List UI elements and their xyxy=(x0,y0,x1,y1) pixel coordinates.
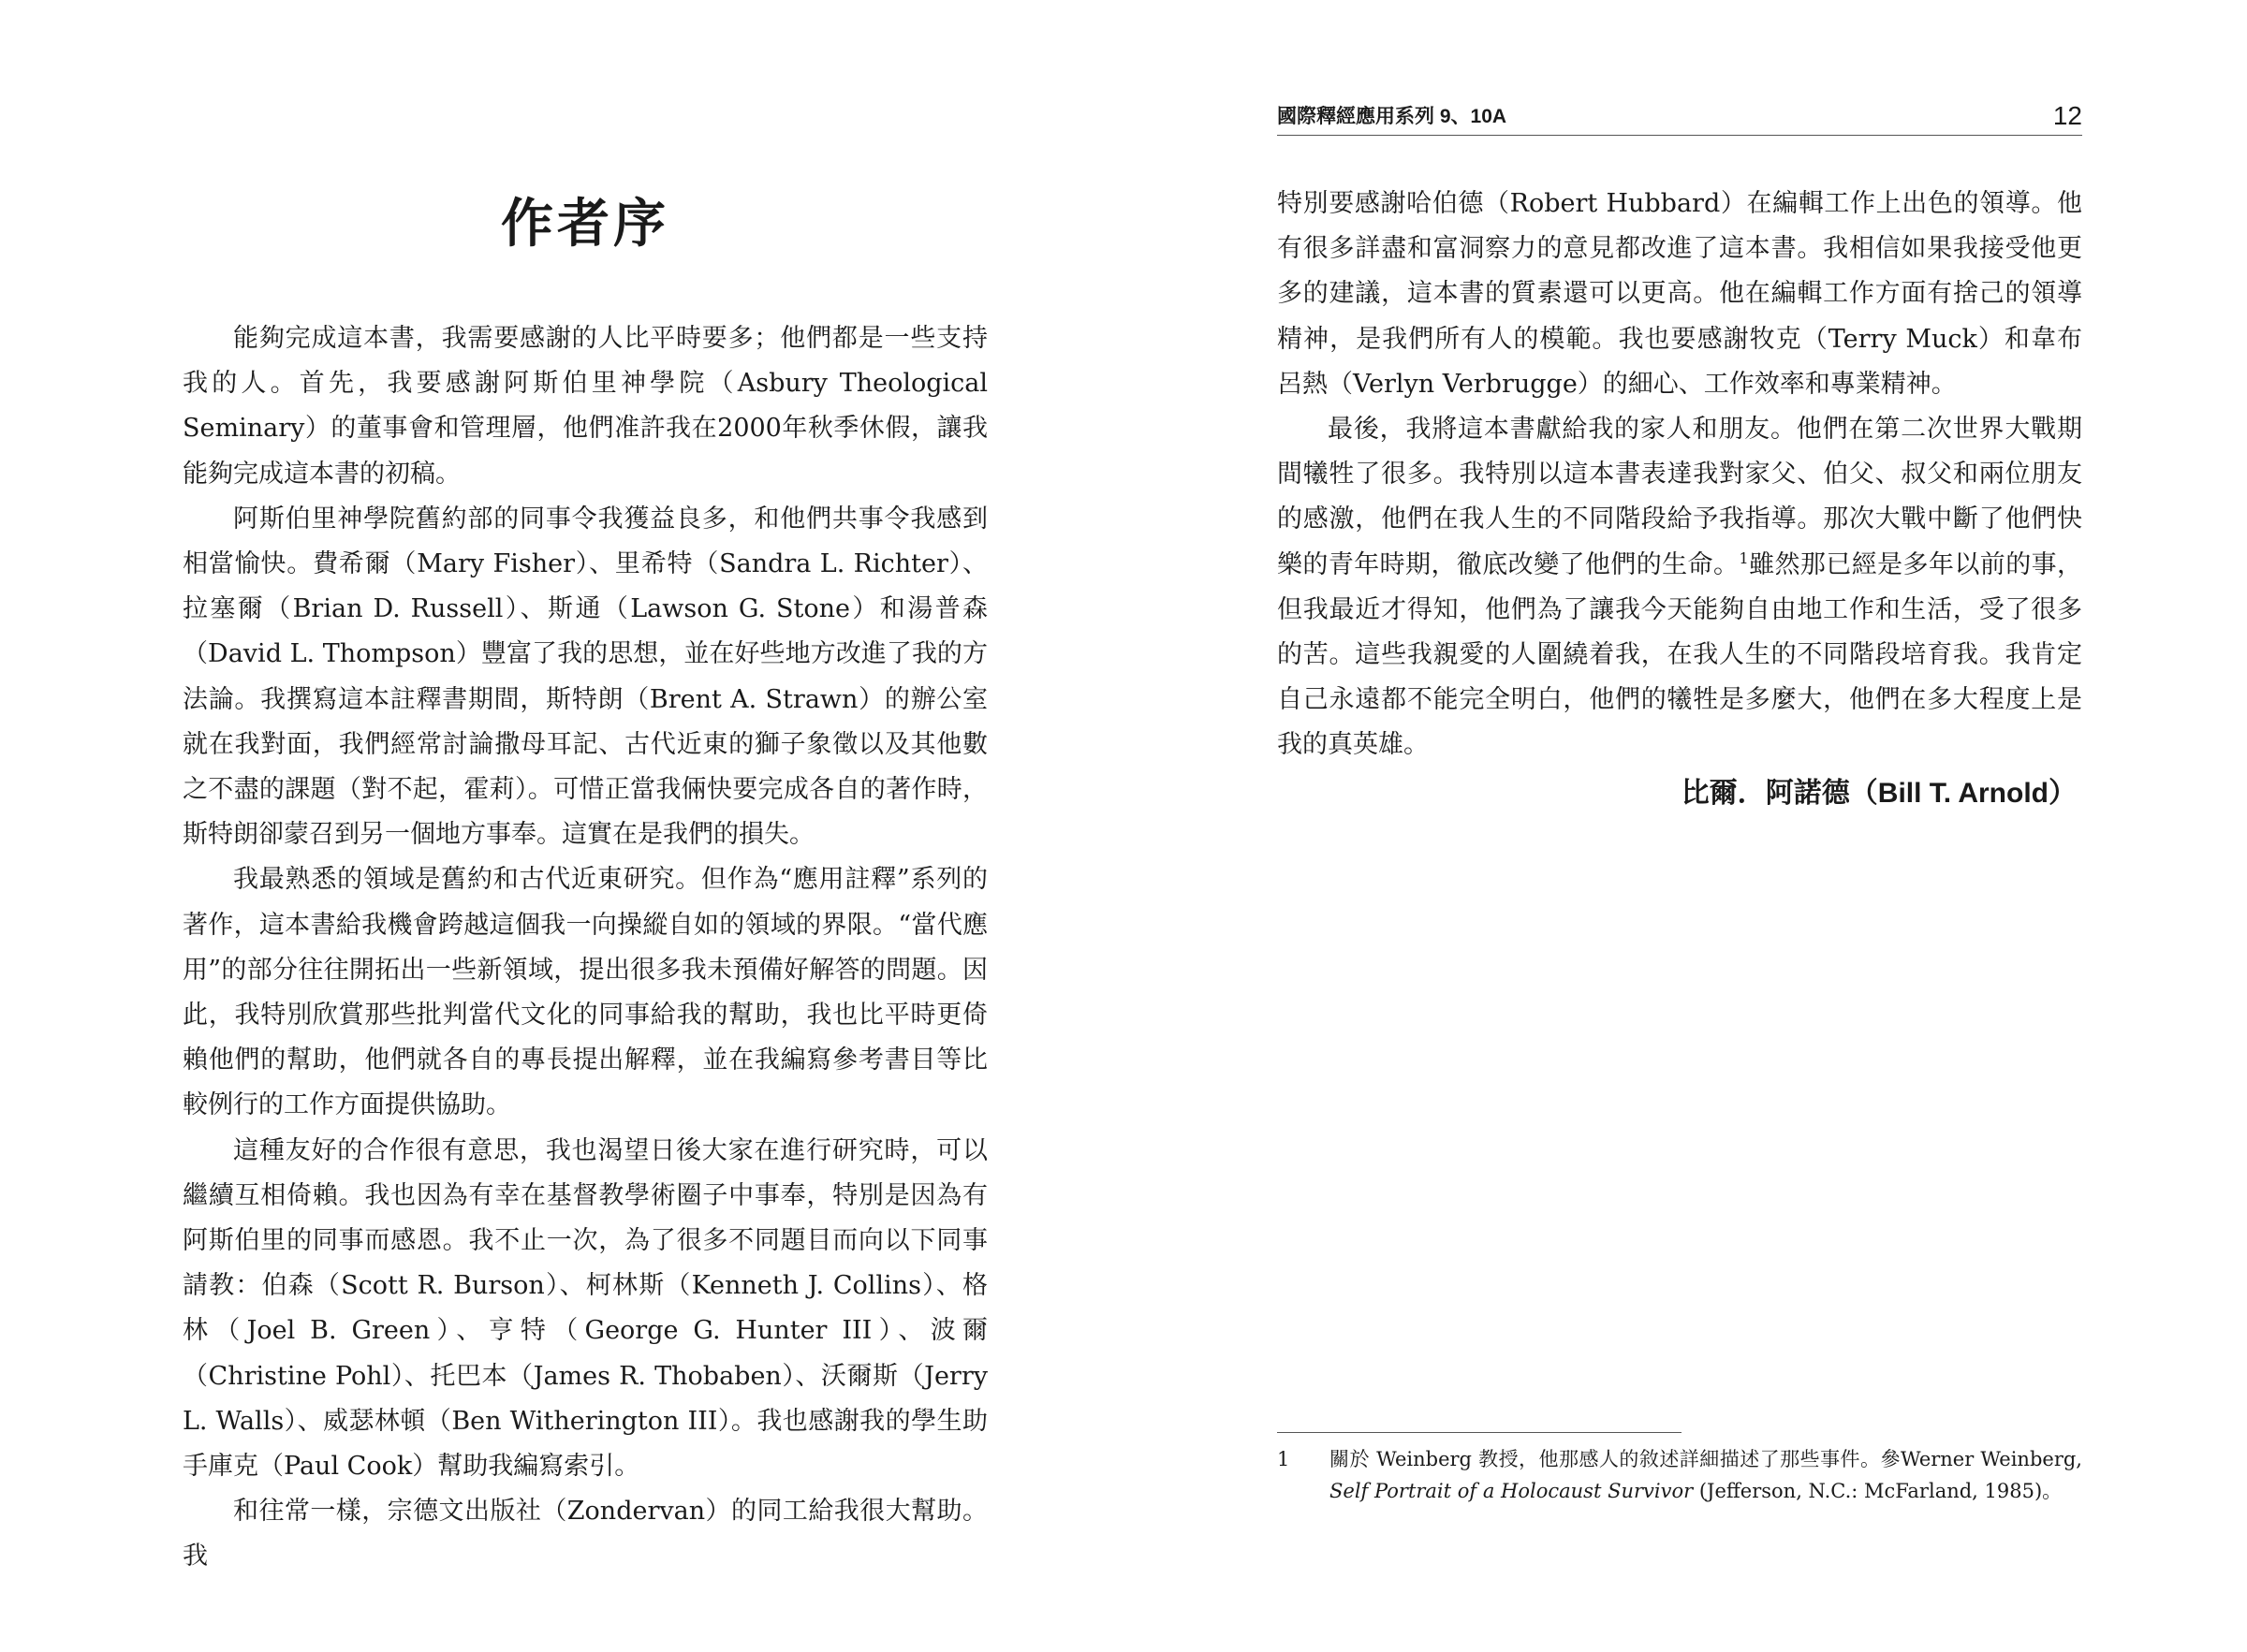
preface-body-right xyxy=(1277,182,2082,768)
running-head xyxy=(1277,101,2082,136)
footnote-text-after: (Jefferson, N.C.: McFarland, 1985)。 xyxy=(1693,1480,2063,1502)
right-page xyxy=(1124,0,2247,1652)
paragraph-5: 和往常一樣，宗德文出版社（Zondervan）的同工給我很大幫助。我 xyxy=(183,1497,988,1572)
paragraph-dedication xyxy=(1277,407,2082,768)
paragraph-3: 我最熟悉的領域是舊約和古代近東研究。但作為“應用註釋”系列的著作，這本書給我機會跨越這個我一向操縱自如的領域的界限。“當代應用”的部分往往開拓出一些新領域，提出很多我未預備好解答的問題。因此，我特別欣賞那些批判當代文化的同事給我的幫助，我也比平時更倚賴他們的幫助，他們就各自的專長提出解釋，並在我編寫參考書目等比較例行的工作方面提供協助。 xyxy=(183,865,988,1120)
footnote-divider xyxy=(1277,1432,1682,1433)
preface-body-left xyxy=(183,316,988,1580)
footnote-number: 1 xyxy=(1277,1448,1290,1470)
dedication-text-2: 雖然那已經是多年以前的事，但我最近才得知，他們為了讓我今天能夠自由地工作和生活，受了很多的苦。這些我親愛的人圍繞着我，在我人生的不同階段培育我。我肯定自己永遠都不能完全明白，他們的犧牲是多麼大，他們在多大程度上是我的真英雄。 xyxy=(1277,549,2083,760)
chapter-title: 作者序 xyxy=(501,194,669,255)
dedication-text-1: 最後，我將這本書獻給我的家人和朋友。他們在第二次世界大戰期間犧牲了很多。我特別以這本書表達我對家父、伯父、叔父和兩位朋友的感激，他們在我人生的不同階段給予我指導。那次大戰中斷了他們快樂的青年時期，徹底改變了他們的生命。 xyxy=(1277,415,2082,579)
footnote xyxy=(1277,1443,2082,1507)
paragraph-2: 阿斯伯里神學院舊約部的同事令我獲益良多，和他們共事令我感到相當愉快。費希爾（Mary Fisher）、里希特（Sandra L. Richter）、拉塞爾（Brian D. Russell）、斯通（Lawson G. Stone）和湯普森（David L. Thompson）豐富了我的思想，並在好些地方改進了我的方法論。我撰寫這本註釋書期間，斯特朗（Brent A. Strawn）的辦公室就在我對面，我們經常討論撒母耳記、古代近東的獅子象徵以及其他數之不盡的課題（對不起，霍莉）。可惜正當我倆快要完成各自的著作時，斯特朗卻蒙召到另一個地方事奉。這實在是我們的損失。 xyxy=(183,504,988,850)
footnote-reference[interactable]: 1 xyxy=(1739,548,1749,567)
footnote-book-title: Self Portrait of a Holocaust Survivor xyxy=(1329,1480,1694,1502)
series-title: 國際釋經應用系列 9、10A xyxy=(1277,106,1507,127)
paragraph-1: 能夠完成這本書，我需要感謝的人比平時要多；他們都是一些支持我的人。首先，我要感謝阿斯伯里神學院（Asbury Theological Seminary）的董事會和管理層，他們准許我在2000年秋季休假，讓我能夠完成這本書的初稿。 xyxy=(183,324,988,489)
paragraph-continued: 特別要感謝哈伯德（Robert Hubbard）在編輯工作上出色的領導。他有很多詳盡和富洞察力的意見都改進了這本書。我相信如果我接受他更多的建議，這本書的質素還可以更高。他在編輯工作方面有捨己的領導精神，是我們所有人的模範。我也要感謝牧克（Terry Muck）和韋布呂熱（Verlyn Verbrugge）的細心、工作效率和專業精神。 xyxy=(1277,189,2082,399)
paragraph-4: 這種友好的合作很有意思，我也渴望日後大家在進行研究時，可以繼續互相倚賴。我也因為有幸在基督教學術圈子中事奉，特別是因為有阿斯伯里的同事而感恩。我不止一次，為了很多不同題目而向以下同事請教：伯森（Scott R. Burson）、柯林斯（Kenneth J. Collins）、格林（Joel B. Green）、亨特（George G. Hunter III）、波爾（Christine Pohl）、托巴本（James R. Thobaben）、沃爾斯（Jerry L. Walls）、威瑟林頓（Ben Witherington III）。我也感謝我的學生助手庫克（Paul Cook）幫助我編寫索引。 xyxy=(183,1135,988,1482)
author-signature: 比爾．阿諾德（Bill T. Arnold） xyxy=(1681,778,2077,809)
page-number: 12 xyxy=(2052,101,2082,130)
footnote-text xyxy=(1329,1443,2082,1507)
footnote-text-before: 關於 Weinberg 教授，他那感人的敘述詳細描述了那些事件。參Werner Weinberg, xyxy=(1329,1448,2082,1470)
